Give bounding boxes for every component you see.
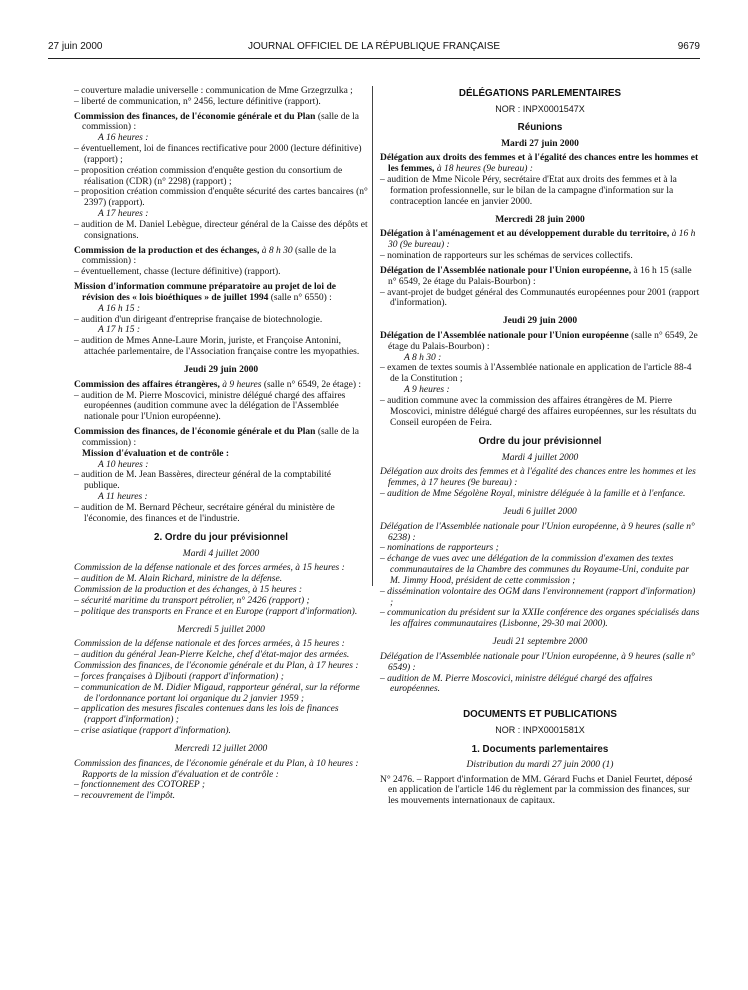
header-page-number: 9679 (677, 41, 700, 52)
time-label: A 16 h 15 : (98, 303, 141, 314)
mission-heading: Mission d'évaluation et de contrôle : (82, 448, 229, 459)
day-heading: Jeudi 29 juin 2000 (183, 364, 259, 375)
time-label: A 8 h 30 : (404, 352, 442, 363)
time-label: A 16 heures : (98, 133, 149, 144)
commission-heading: Commission des affaires étrangères, à 9 heures (salle n° 6549, 2e étage) : (74, 379, 361, 390)
list-item: – audition du général Jean-Pierre Kelche, chef d'état-major des armées. (74, 650, 350, 661)
nor-reference: NOR : INPX0001581X (495, 725, 585, 736)
delegation-heading: Délégation de l'Assemblée nationale pour l'Union européenne, à 16 h 15 (salle n° 6549, 2e étage du Palais-Bourbon) : (380, 265, 692, 287)
time-label: A 9 heures : (404, 385, 450, 396)
subsection-heading: Réunions (517, 122, 563, 134)
nor-reference: NOR : INPX0001547X (495, 104, 585, 115)
list-item: – recouvrement de l'impôt. (74, 791, 176, 802)
day-heading: Mardi 4 juillet 2000 (182, 548, 260, 559)
section-heading: DOCUMENTS ET PUBLICATIONS (463, 709, 617, 721)
commission-heading: Commission de la défense nationale et des forces armées, à 15 heures : (74, 563, 345, 574)
right-column (380, 86, 700, 807)
time-label: A 10 heures : (98, 459, 149, 470)
time-label: A 17 h 15 : (98, 325, 141, 336)
day-heading: Jeudi 21 septembre 2000 (492, 637, 588, 648)
commission-heading: Commission de la défense nationale et des forces armées, à 15 heures : (74, 639, 345, 650)
distribution-heading: Distribution du mardi 27 juin 2000 (1) (466, 759, 614, 770)
delegation-heading: Délégation de l'Assemblée nationale pour l'Union européenne (salle n° 6549, 2e étage du Palais-Bourbon) : (380, 330, 698, 352)
day-heading: Mercredi 5 juillet 2000 (177, 624, 265, 635)
time-label: A 11 heures : (98, 491, 148, 502)
delegation-heading: Délégation à l'aménagement et au développement durable du territoire, à 16 h 30 (9e bureau) : (380, 229, 696, 251)
commission-heading: Commission de la production et des échanges, à 15 heures : (74, 585, 303, 596)
header-rule (48, 58, 700, 59)
section-heading: Ordre du jour prévisionnel (478, 436, 602, 448)
list-item: – avant-projet de budget général des Communautés européennes pour 2001 (rapport d'information). (380, 287, 700, 309)
list-item: – couverture maladie universelle : communication de Mme Grzegrzulka ; (74, 86, 353, 96)
list-item: – communication du président sur la XXIIe conférence des organes spécialisés dans les affaires communautaires (Lisbonne, 29-30 mai 2000). (380, 608, 700, 630)
day-heading: Mardi 27 juin 2000 (501, 138, 579, 149)
list-item: – nominations de rapporteurs ; (380, 543, 499, 554)
commission-heading: Commission de la production et des échanges, à 8 h 30 (salle de la commission) : (74, 245, 337, 267)
day-heading: Mercredi 12 juillet 2000 (174, 743, 268, 754)
list-item: – liberté de communication, n° 2456, lecture définitive (rapport). (74, 96, 321, 107)
day-heading: Mardi 4 juillet 2000 (501, 452, 579, 463)
list-item: – éventuellement, loi de finances rectificative pour 2000 (lecture définitive) (rapport) ; (74, 144, 362, 165)
list-item: – audition de M. Daniel Lebègue, directeur général de la Caisse des dépôts et consignations. (74, 219, 368, 241)
commission-heading: Commission des finances, de l'économie générale et du Plan (salle de la commission) : (74, 111, 359, 133)
commission-heading: Commission des finances, de l'économie générale et du Plan (salle de la commission) : (74, 427, 359, 448)
day-heading: Jeudi 29 juin 2000 (502, 316, 578, 327)
day-heading: Mercredi 28 juin 2000 (495, 214, 585, 225)
column-divider (372, 86, 373, 586)
left-column (74, 86, 368, 802)
list-item: – audition commune avec la commission des affaires étrangères de M. Pierre Moscovici, ministre délégué chargé des affaires européennes, sur les résultats du Conseil européen de Feira. (380, 395, 697, 428)
list-item: – sécurité maritime du transport pétrolier, n° 2426 (rapport) ; (74, 595, 310, 606)
subsection-heading: 1. Documents parlementaires (471, 743, 609, 755)
list-item: – application des mesures fiscales contenues dans les lois de finances (rapport d'information) ; (74, 704, 339, 726)
delegation-heading: Délégation de l'Assemblée nationale pour l'Union européenne, à 9 heures (salle n° 6549) : (380, 651, 695, 673)
list-item: – proposition création commission d'enquête sécurité des cartes bancaires (n° 2397) (rapport). (74, 187, 368, 209)
list-item: – échange de vues avec une délégation de la commission d'examen des textes communautaires de la Chambre des communes du Royaume-Uni, conduite par M. Jimmy Hood, président de cette commission ; (380, 554, 690, 586)
list-item: – audition de Mme Nicole Péry, secrétaire d'Etat aux droits des femmes et à la formation professionnelle, sur le bilan de la campagne d'information sur la contraception lancée en janvier 2000. (380, 175, 677, 207)
delegation-heading: Délégation aux droits des femmes et à l'égalité des chances entre les hommes et les femmes, à 17 heures (9e bureau) : (380, 467, 696, 489)
delegation-heading: Délégation de l'Assemblée nationale pour l'Union européenne, à 9 heures (salle n° 6238) : (380, 521, 695, 543)
section-heading: 2. Ordre du jour prévisionnel (154, 532, 288, 544)
list-item: – examen de textes soumis à l'Assemblée nationale en application de l'article 88-4 de la Constitution ; (380, 363, 692, 385)
list-item: – fonctionnement des COTOREP ; (74, 780, 206, 791)
list-item: – dissémination volontaire des OGM dans l'environnement (rapport d'information) ; (380, 586, 696, 608)
delegation-heading: Délégation aux droits des femmes et à l'égalité des chances entre les hommes et les femmes, à 18 heures (9e bureau) : (380, 153, 699, 175)
list-item: – crise asiatique (rapport d'information). (74, 726, 231, 737)
header-title: JOURNAL OFFICIEL DE LA RÉPUBLIQUE FRANÇAISE (247, 41, 501, 52)
list-item: – forces françaises à Djibouti (rapport d'information) ; (74, 671, 284, 682)
header-date: 27 juin 2000 (48, 41, 103, 52)
day-heading: Jeudi 6 juillet 2000 (503, 506, 577, 517)
mission-heading: Rapports de la mission d'évaluation et de contrôle : (82, 769, 279, 780)
list-item: – audition de M. Pierre Moscovici, ministre délégué chargé des affaires européennes (audition commune avec la délégation de l'Assemblée nationale pour l'Union européenne). (74, 390, 346, 423)
list-item: – audition de Mmes Anne-Laure Morin, juriste, et Françoise Antonini, attachée parlementaire, de l'Association française contre les myopathies. (74, 336, 360, 358)
list-item: – audition de M. Alain Richard, ministre de la défense. (74, 574, 283, 585)
list-item: – audition de M. Bernard Pêcheur, secrétaire général du ministère de l'économie, des finances et de l'industrie. (74, 502, 335, 524)
list-item: – nomination de rapporteurs sur les schémas de services collectifs. (380, 251, 633, 262)
list-item: – communication de M. Didier Migaud, rapporteur général, sur la réforme de l'ordonnance portant loi organique du 2 janvier 1959 ; (74, 682, 360, 704)
list-item: – audition de M. Pierre Moscovici, ministre délégué chargé des affaires européennes. (380, 673, 653, 695)
time-label: A 17 heures : (98, 209, 149, 220)
document-entry: N° 2476. – Rapport d'information de MM. Gérard Fuchs et Daniel Feurtet, déposé en application de l'article 146 du règlement par la commission des finances, sur les mouvements internationaux de capitaux. (380, 774, 693, 807)
section-heading: DÉLÉGATIONS PARLEMENTAIRES (458, 88, 622, 99)
commission-heading: Commission des finances, de l'économie générale et du Plan, à 10 heures : (74, 758, 359, 769)
list-item: – politique des transports en France et en Europe (rapport d'information). (74, 606, 358, 617)
commission-heading: Commission des finances, de l'économie générale et du Plan, à 17 heures : (74, 661, 359, 672)
list-item: – audition d'un dirigeant d'entreprise française de biotechnologie. (74, 314, 323, 325)
page-header (0, 41, 748, 55)
list-item: – audition de M. Jean Bassères, directeur général de la comptabilité publique. (74, 470, 331, 492)
mission-heading: Mission d'information commune préparatoire au projet de loi de révision des « lois bioéthiques » de juillet 1994 (salle n° 6550) : (74, 282, 336, 303)
list-item: – proposition création commission d'enquête gestion du consortium de réalisation (CDR) (n° 2298) (rapport) ; (74, 165, 343, 187)
list-item: – audition de Mme Ségolène Royal, ministre déléguée à la famille et à l'enfance. (380, 489, 686, 500)
list-item: – éventuellement, chasse (lecture définitive) (rapport). (74, 267, 281, 278)
